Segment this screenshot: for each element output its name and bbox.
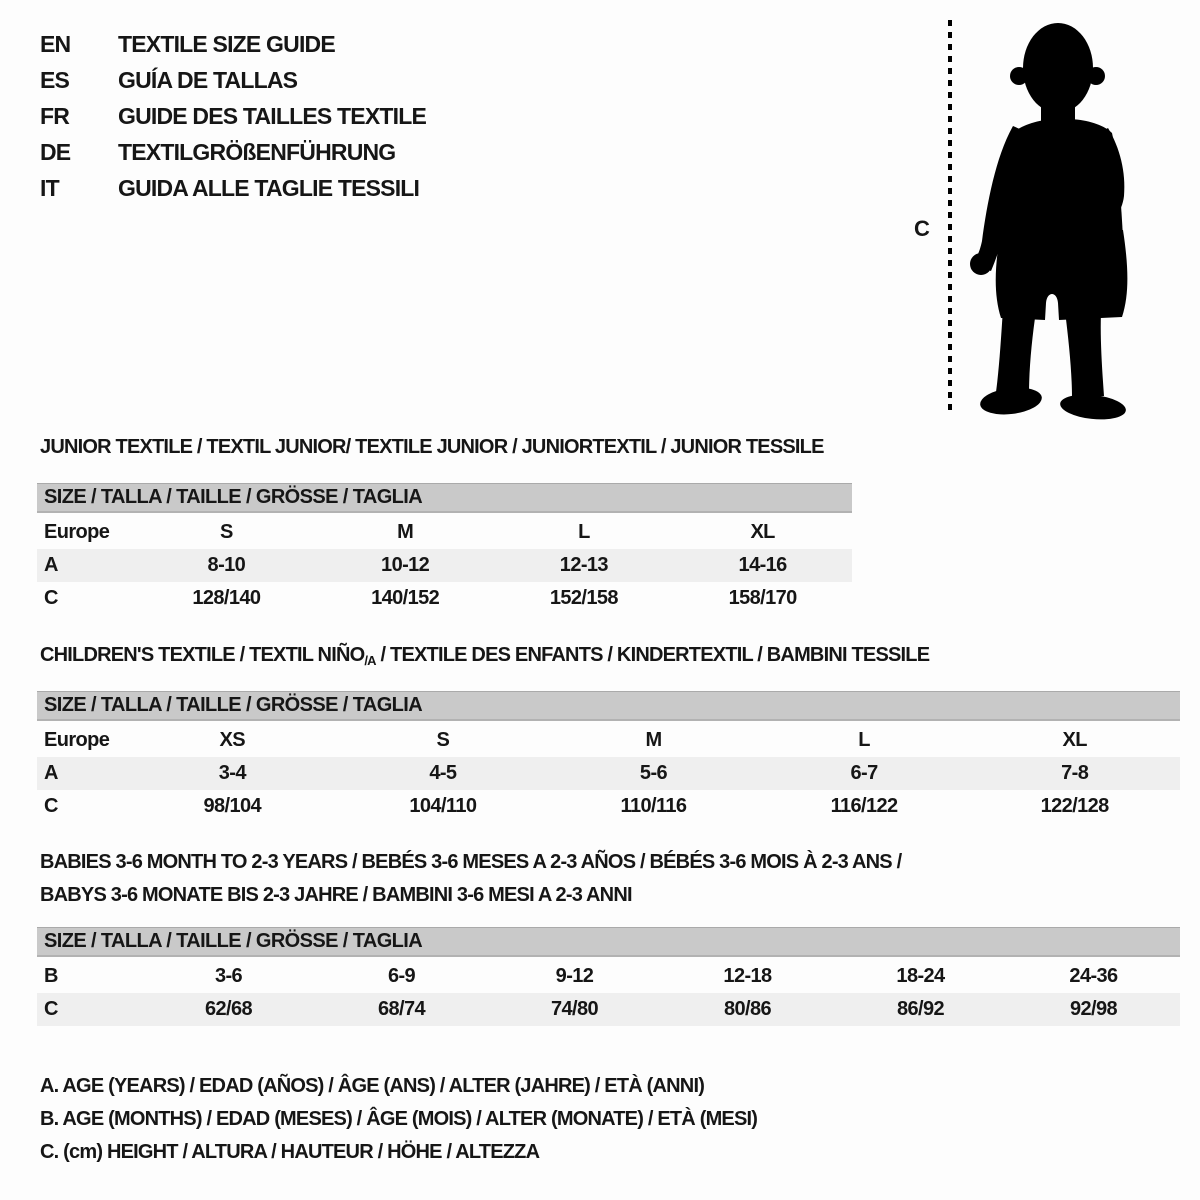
cell: 4-5 (429, 762, 457, 784)
row-label: Europe (44, 521, 110, 543)
cell: 12-13 (559, 554, 608, 576)
row-label: A (44, 762, 58, 784)
toddler-silhouette-icon (895, 8, 1155, 428)
guide-title-en: TEXTILE SIZE GUIDE (118, 30, 335, 57)
babies-size-table (37, 927, 1180, 1026)
row-label: Europe (44, 729, 110, 751)
guide-title-de: TEXTILGRÖßENFÜHRUNG (118, 138, 396, 165)
cell: 104/110 (409, 795, 477, 817)
cell: XL (1062, 729, 1087, 751)
cell: 10-12 (381, 554, 430, 576)
babies-section-title (40, 846, 901, 912)
cell: 18-24 (896, 965, 945, 987)
table-row-europe (37, 516, 852, 549)
cell: 74/80 (550, 998, 599, 1020)
cell: M (645, 729, 662, 751)
cell: L (858, 729, 870, 751)
cell: 12-18 (723, 965, 772, 987)
language-row-it (40, 170, 426, 206)
cell: 7-8 (1061, 762, 1089, 784)
babies-title-line1: BABIES 3-6 MONTH TO 2-3 YEARS / BEBÉS 3-6 MESES A 2-3 AÑOS / BÉBÉS 3-6 MOIS À 2-3 ANS / (40, 851, 902, 873)
table-row-height (37, 582, 852, 615)
children-table-header: SIZE / TALLA / TAILLE / GRÖSSE / TAGLIA (37, 691, 1180, 721)
cell: L (578, 521, 590, 543)
table-row-europe (37, 724, 1180, 757)
cell: 80/86 (723, 998, 772, 1020)
junior-section-title: JUNIOR TEXTILE / TEXTIL JUNIOR/ TEXTILE JUNIOR / JUNIORTEXTIL / JUNIOR TESSILE (40, 436, 824, 458)
cell: 62/68 (204, 998, 253, 1020)
cell: 92/98 (1069, 998, 1118, 1020)
cell: 116/122 (830, 795, 898, 817)
cell: 14-16 (738, 554, 787, 576)
cell: XS (219, 729, 246, 751)
babies-title-line2: BABYS 3-6 MONATE BIS 2-3 JAHRE / BAMBINI 3-6 MESI A 2-3 ANNI (40, 884, 632, 906)
children-size-table (37, 691, 1180, 823)
row-label: C (44, 998, 58, 1020)
language-code: EN (40, 30, 71, 57)
language-row-es (40, 62, 426, 98)
language-code: FR (40, 102, 70, 129)
cell: 24-36 (1069, 965, 1118, 987)
legend (40, 1070, 757, 1169)
legend-line-c: C. (cm) HEIGHT / ALTURA / HAUTEUR / HÖHE / ALTEZZA (40, 1141, 540, 1163)
height-measure-label: C (914, 216, 930, 241)
table-row-age-months (37, 960, 1180, 993)
cell: 152/158 (549, 587, 618, 609)
cell: 122/128 (1040, 795, 1109, 817)
cell: M (397, 521, 414, 543)
junior-size-table (37, 483, 852, 615)
table-row-height (37, 790, 1180, 823)
guide-title-fr: GUIDE DES TAILLES TEXTILE (118, 102, 426, 129)
junior-table-header: SIZE / TALLA / TAILLE / GRÖSSE / TAGLIA (37, 483, 852, 513)
legend-line-a: A. AGE (YEARS) / EDAD (AÑOS) / ÂGE (ANS) / ALTER (JAHRE) / ETÀ (ANNI) (40, 1075, 705, 1097)
cell: 3-4 (218, 762, 246, 784)
language-row-en (40, 26, 426, 62)
cell: 9-12 (555, 965, 594, 987)
cell: S (220, 521, 233, 543)
row-label: C (44, 795, 58, 817)
table-row-height (37, 993, 1180, 1026)
language-code: ES (40, 66, 70, 93)
children-title-subscript: /A (364, 653, 376, 668)
children-title-part: CHILDREN'S TEXTILE / TEXTIL NIÑO (40, 644, 365, 666)
language-row-de (40, 134, 426, 170)
cell: XL (750, 521, 775, 543)
language-code: IT (40, 174, 59, 201)
guide-title-es: GUÍA DE TALLAS (118, 66, 298, 93)
cell: 5-6 (639, 762, 668, 784)
cell: 158/170 (728, 587, 797, 609)
children-section-title (40, 644, 929, 668)
table-row-age (37, 549, 852, 582)
language-row-fr (40, 98, 426, 134)
cell: 86/92 (896, 998, 945, 1020)
guide-title-it: GUIDA ALLE TAGLIE TESSILI (118, 174, 420, 201)
table-row-age (37, 757, 1180, 790)
cell: 140/152 (371, 587, 440, 609)
row-label: A (44, 554, 58, 576)
cell: 8-10 (207, 554, 246, 576)
row-label: B (44, 965, 58, 987)
cell: 68/74 (377, 998, 426, 1020)
cell: 110/116 (620, 795, 687, 817)
row-label: C (44, 587, 58, 609)
cell: 98/104 (203, 795, 262, 817)
language-title-list (40, 26, 426, 206)
legend-line-b: B. AGE (MONTHS) / EDAD (MESES) / ÂGE (MOIS) / ALTER (MONATE) / ETÀ (MESI) (40, 1108, 758, 1130)
cell: 128/140 (192, 587, 261, 609)
language-code: DE (40, 138, 71, 165)
cell: S (436, 729, 450, 751)
cell: 6-7 (850, 762, 878, 784)
cell: 3-6 (214, 965, 243, 987)
cell: 6-9 (387, 965, 416, 987)
babies-table-header: SIZE / TALLA / TAILLE / GRÖSSE / TAGLIA (37, 927, 1180, 957)
children-title-part: / TEXTILE DES ENFANTS / KINDERTEXTIL / BAMBINI TESSILE (375, 644, 930, 666)
